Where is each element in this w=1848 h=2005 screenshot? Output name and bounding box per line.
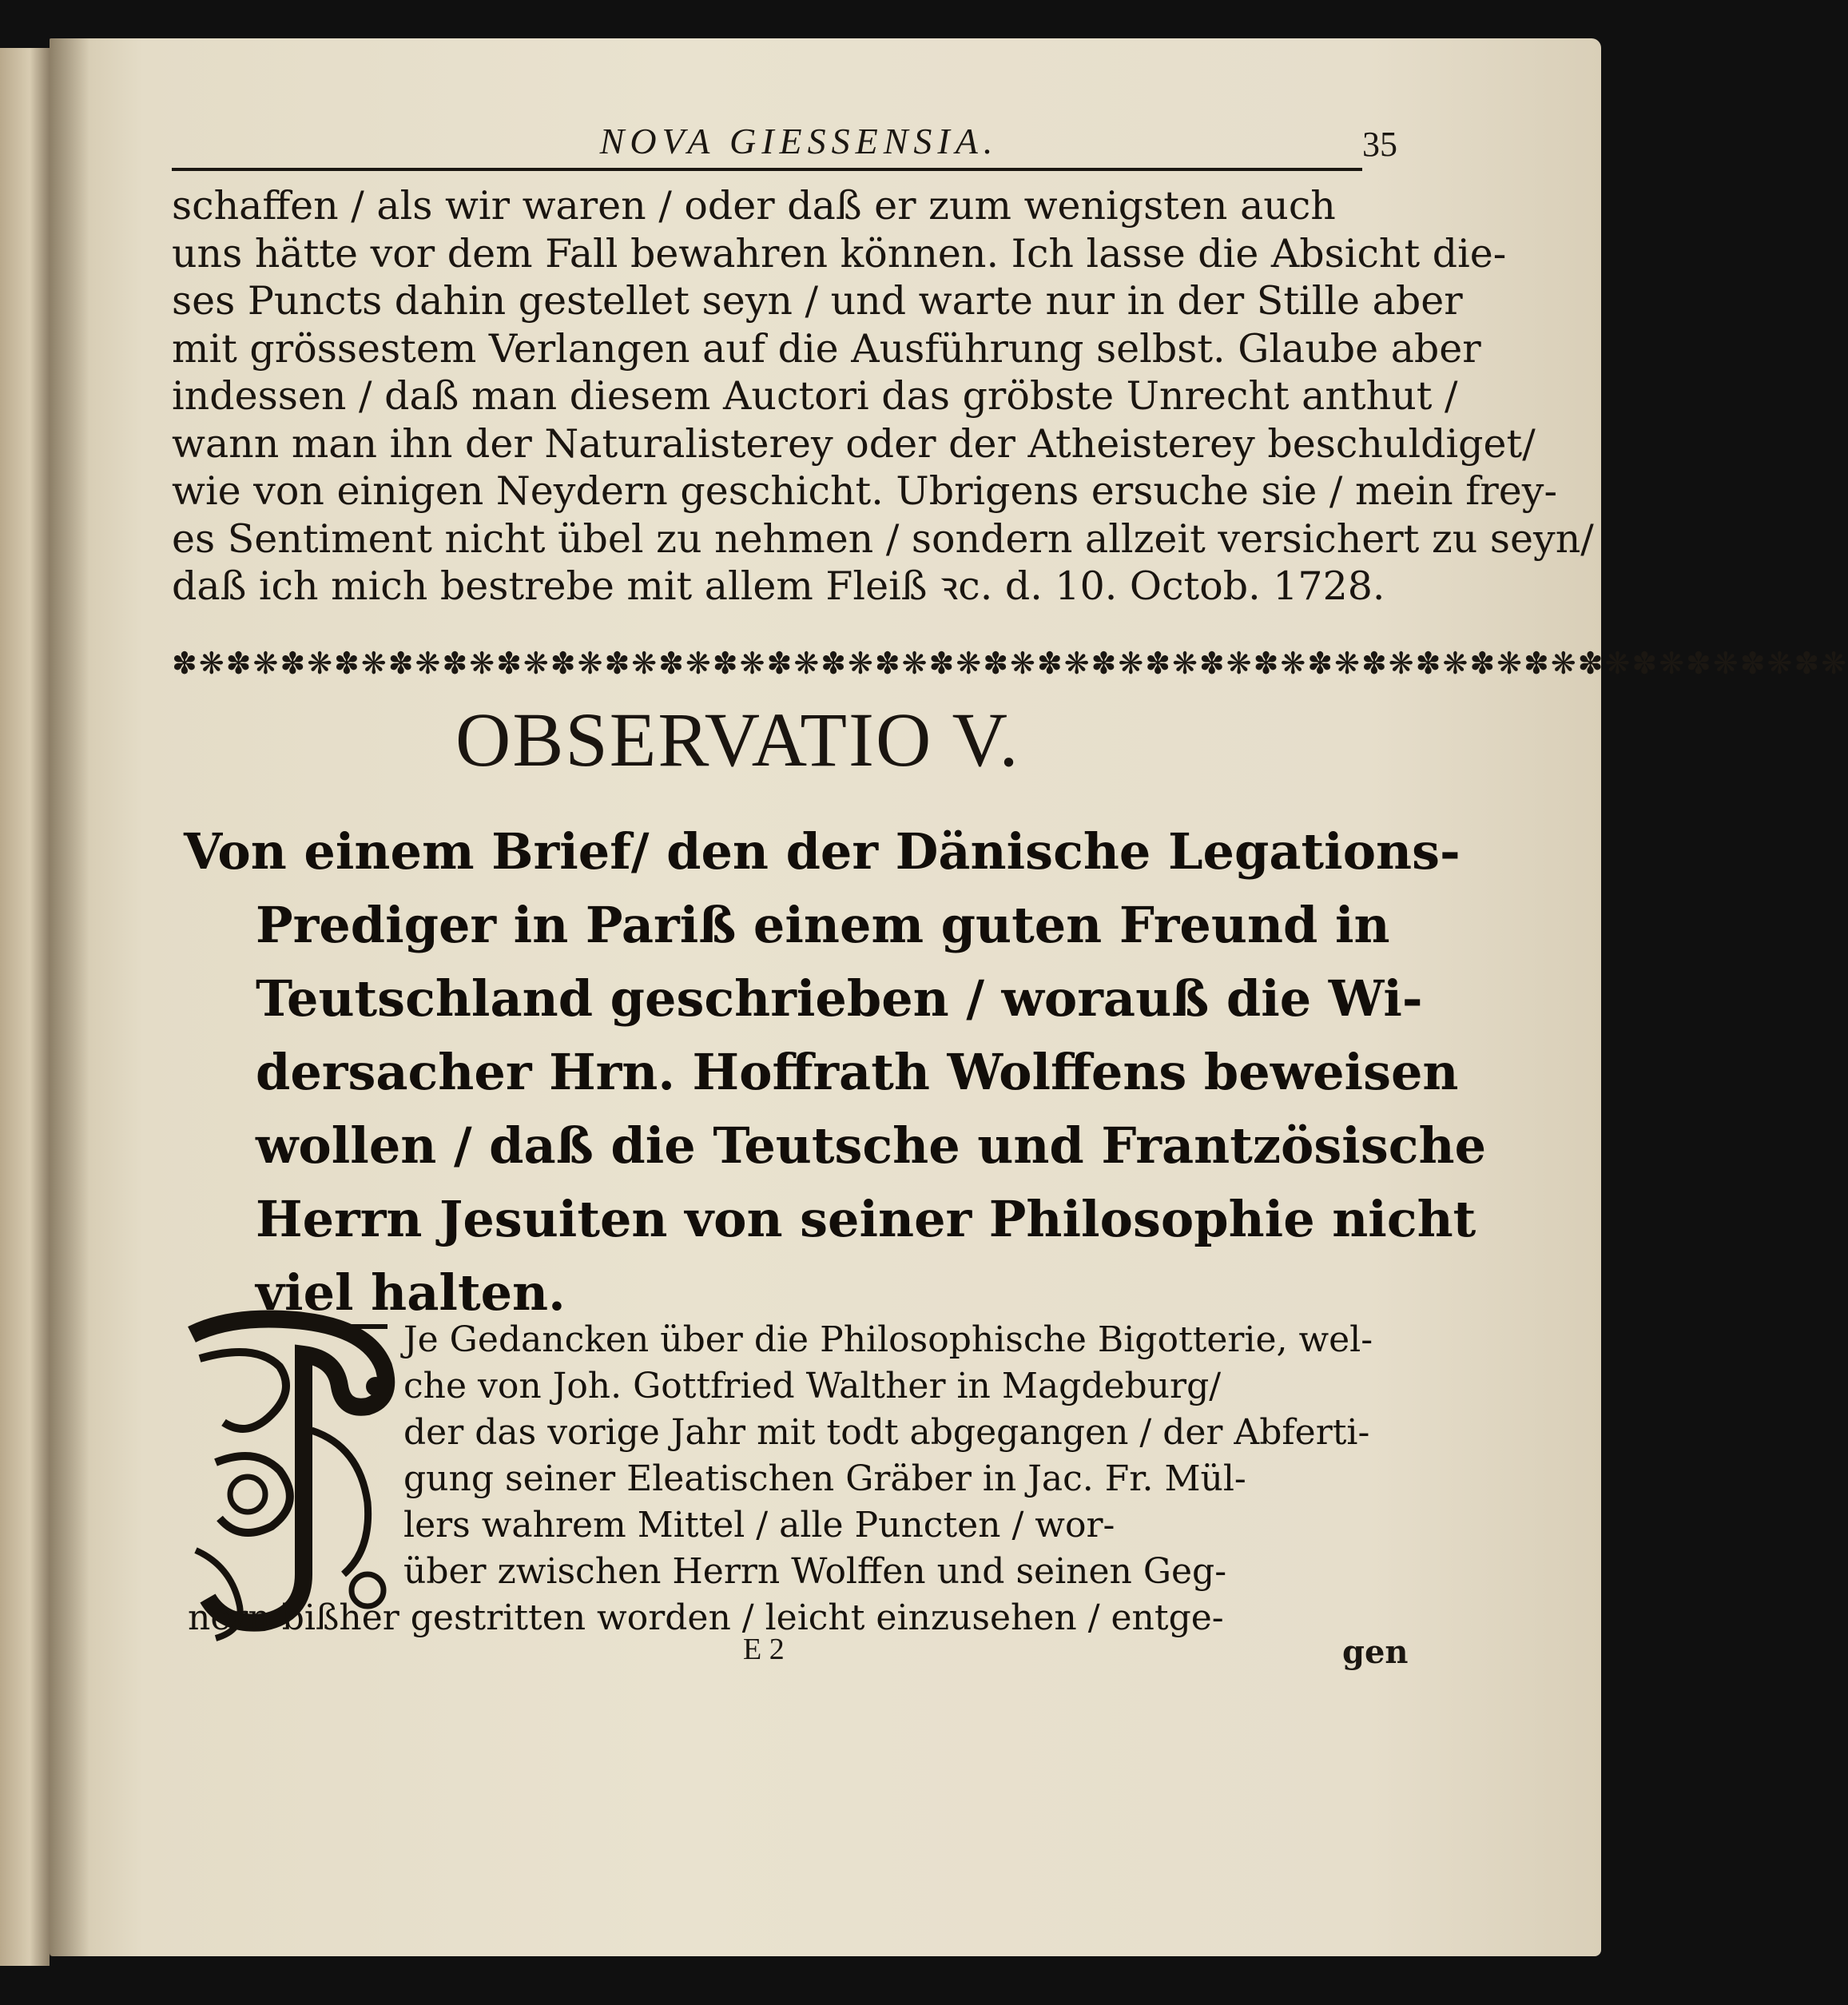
facing-page-edge xyxy=(0,48,50,1966)
gutter-shadow xyxy=(50,38,89,1956)
text-line: indessen / daß man diesem Auctori das gröbste Unrecht anthut / xyxy=(172,373,1458,419)
paragraph-line: Je Gedancken über die Philosophische Bigotterie, wel- xyxy=(403,1319,1373,1360)
paragraph-line: lers wahrem Mittel / alle Puncten / wor- xyxy=(403,1505,1115,1546)
paragraph-line: der das vorige Jahr mit todt abgegangen / der Abferti- xyxy=(403,1412,1370,1453)
page-number: 35 xyxy=(1362,125,1397,164)
ornamental-border: ✽❋✽❋✽❋✽❋✽❋✽❋✽❋✽❋✽❋✽❋✽❋✽❋✽❋✽❋✽❋✽❋✽❋✽❋✽❋✽❋✽❋✽❋✽❋✽❋✽❋✽❋✽❋✽❋✽❋✽❋✽❋ xyxy=(172,646,1848,681)
text-line: mit grössestem Verlangen auf die Ausführung selbst. Glaube aber xyxy=(172,325,1481,372)
paragraph-line: über zwischen Herrn Wolffen und seinen Geg- xyxy=(403,1551,1227,1592)
paragraph-line: che von Joh. Gottfried Walther in Magdeburg/ xyxy=(403,1366,1222,1406)
section-title xyxy=(184,815,1487,1330)
text-line: wie von einigen Neydern geschicht. Ubrigens ersuche sie / mein frey- xyxy=(172,468,1558,514)
catchword: gen xyxy=(1342,1633,1409,1671)
text-line: daß ich mich bestrebe mit allem Fleiß ꝛc. d. 10. Octob. 1728. xyxy=(172,563,1385,609)
title-line: Von einem Brief/ den der Dänische Legations- xyxy=(184,822,1461,881)
paragraph xyxy=(188,1317,1410,1641)
title-line: Herrn Jesuiten von seiner Philosophie nicht xyxy=(256,1190,1476,1248)
title-line: dersacher Hrn. Hoffrath Wolffens beweisen xyxy=(256,1043,1459,1101)
section-heading: OBSERVATIO V. xyxy=(455,697,1020,782)
body-text xyxy=(172,182,1594,611)
title-line: viel halten. xyxy=(256,1263,566,1322)
text-line: schaffen / als wir waren / oder daß er zum wenigsten auch xyxy=(172,183,1336,229)
signature-mark: E 2 xyxy=(743,1633,785,1666)
text-line: uns hätte vor dem Fall bewahren können. Ich lasse die Absicht die- xyxy=(172,230,1507,276)
text-line: wann man ihn der Naturalisterey oder der Atheisterey beschuldiget/ xyxy=(172,420,1536,467)
header-rule xyxy=(172,168,1362,171)
title-line: Prediger in Pariß einem guten Freund in xyxy=(256,896,1390,954)
paragraph-line: gung seiner Eleatischen Gräber in Jac. Fr. Mül- xyxy=(403,1458,1246,1499)
running-title: NOVA GIESSENSIA. xyxy=(599,121,999,161)
text-line: es Sentiment nicht übel zu nehmen / sondern allzeit versichert zu seyn/ xyxy=(172,515,1594,562)
paragraph-line: nern bißher gestritten worden / leicht einzusehen / entge- xyxy=(188,1597,1224,1638)
title-line: Teutschland geschrieben / worauß die Wi- xyxy=(256,969,1423,1028)
title-line: wollen / daß die Teutsche und Frantzösische xyxy=(256,1116,1487,1175)
text-line: ses Puncts dahin gestellet seyn / und warte nur in der Stille aber xyxy=(172,278,1463,324)
